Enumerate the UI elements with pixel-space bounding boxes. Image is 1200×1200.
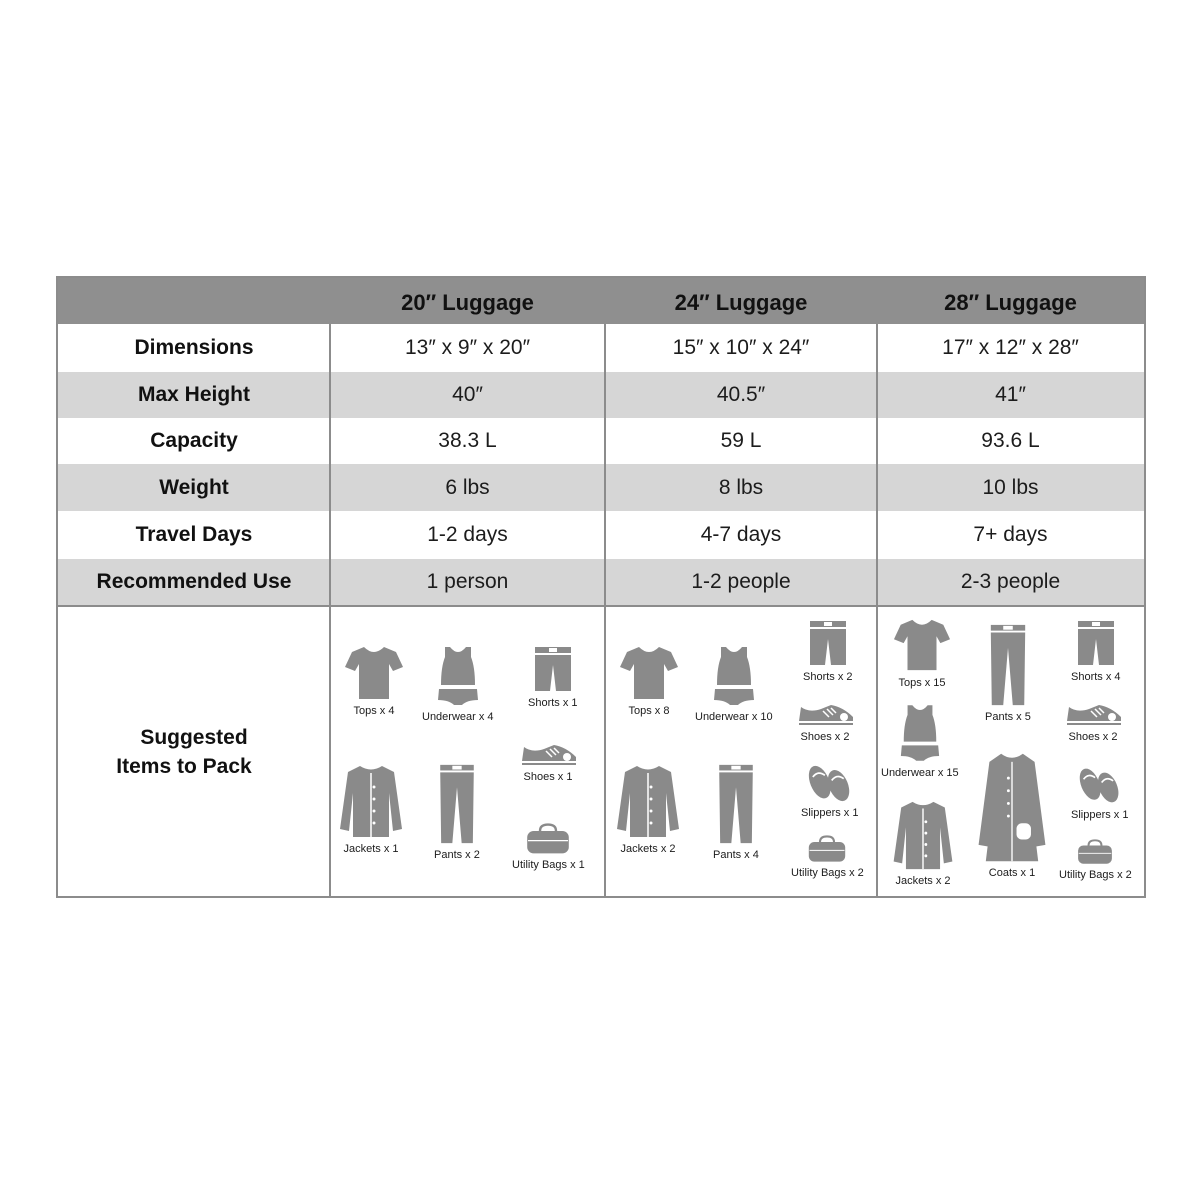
item-jackets <box>615 763 681 855</box>
value-28: 17″ x 12″ x 28″ <box>942 336 1079 359</box>
suggested-label <box>58 607 330 896</box>
suggested-label-line2: Items to Pack <box>116 754 252 778</box>
items-28 <box>877 607 1144 896</box>
luggage-comparison-table <box>56 276 1146 898</box>
utility-bag-icon <box>1072 839 1118 865</box>
suggested-label-line1: Suggested <box>140 725 248 749</box>
item-shoes <box>1063 701 1123 743</box>
item-label: Utility Bags x 2 <box>791 867 864 879</box>
item-slippers <box>1071 765 1128 821</box>
item-tops <box>619 645 679 717</box>
item-label: Underwear x 10 <box>695 711 773 723</box>
row-label: Max Height <box>137 383 250 406</box>
item-shoes <box>518 741 578 783</box>
item-label: Jackets x 1 <box>343 843 399 855</box>
underwear-icon <box>435 645 481 707</box>
value-20: 1-2 days <box>427 523 508 546</box>
row-label: Travel Days <box>135 523 253 546</box>
item-label: Utility Bags x 2 <box>1059 869 1132 881</box>
value-24: 15″ x 10″ x 24″ <box>672 336 810 359</box>
item-underwear <box>881 703 959 779</box>
sneaker-icon <box>518 741 578 767</box>
utility-bag-icon <box>803 835 851 863</box>
item-tops <box>893 617 951 689</box>
items-20 <box>330 607 605 896</box>
value-28: 7+ days <box>973 523 1048 546</box>
item-label: Shorts x 4 <box>1071 671 1121 683</box>
row-label: Dimensions <box>134 336 254 359</box>
row-label: Capacity <box>150 429 238 452</box>
item-utility-bags <box>512 823 585 871</box>
item-label: Tops x 8 <box>628 705 670 717</box>
item-label: Shoes x 2 <box>1068 731 1118 743</box>
item-utility-bags <box>791 835 864 879</box>
item-label: Jackets x 2 <box>620 843 676 855</box>
tshirt-icon <box>619 645 679 701</box>
slippers-icon <box>1077 765 1123 805</box>
jacket-icon <box>615 763 681 839</box>
sneaker-icon <box>1063 701 1123 727</box>
row-label: Recommended Use <box>96 570 292 593</box>
row-travel-days <box>58 511 1144 559</box>
header-row <box>58 278 1144 324</box>
row-suggested-items <box>58 605 1144 896</box>
item-pants <box>434 763 480 861</box>
item-label: Jackets x 2 <box>895 875 951 887</box>
value-20: 6 lbs <box>445 475 490 499</box>
value-20: 40″ <box>452 383 483 406</box>
item-label: Shoes x 1 <box>523 771 573 783</box>
item-jackets <box>338 763 404 855</box>
row-max-height <box>58 372 1144 418</box>
item-tops <box>344 645 404 717</box>
item-pants <box>985 623 1031 723</box>
value-28: 2-3 people <box>960 570 1061 593</box>
item-label: Slippers x 1 <box>801 807 859 819</box>
value-24: 8 lbs <box>718 475 764 499</box>
item-underwear <box>695 645 773 723</box>
column-divider <box>876 324 878 896</box>
value-28: 41″ <box>995 383 1026 406</box>
shorts-icon <box>1076 619 1116 667</box>
item-underwear <box>422 645 494 723</box>
pants-icon <box>988 623 1028 707</box>
value-20: 13″ x 9″ x 20″ <box>404 336 531 359</box>
pants-icon <box>437 763 477 845</box>
value-24: 1-2 people <box>691 570 791 593</box>
item-label: Pants x 2 <box>434 849 480 861</box>
row-weight <box>58 464 1144 511</box>
sneaker-icon <box>795 701 855 727</box>
utility-bag-icon <box>520 823 576 855</box>
item-label: Utility Bags x 1 <box>512 859 585 871</box>
item-jackets <box>891 799 955 887</box>
slippers-icon <box>806 763 854 803</box>
underwear-icon <box>711 645 757 707</box>
row-dimensions <box>58 324 1144 372</box>
jacket-icon <box>891 799 955 871</box>
shorts-icon <box>533 645 573 693</box>
item-utility-bags <box>1059 839 1132 881</box>
tshirt-icon <box>344 645 404 701</box>
item-label: Shoes x 2 <box>800 731 850 743</box>
row-recommended-use <box>58 559 1144 605</box>
pants-icon <box>716 763 756 845</box>
tshirt-icon <box>893 617 951 673</box>
header-24-luggage: 24″ Luggage <box>674 290 808 315</box>
header-20-luggage: 20″ Luggage <box>401 290 534 315</box>
underwear-icon <box>898 703 942 763</box>
item-label: Underwear x 15 <box>881 767 959 779</box>
item-shorts <box>1071 619 1121 683</box>
value-20: 1 person <box>426 570 509 593</box>
item-label: Tops x 4 <box>353 705 395 717</box>
value-28: 93.6 L <box>981 429 1040 452</box>
items-24 <box>605 607 877 896</box>
item-label: Tops x 15 <box>898 677 946 689</box>
item-coats <box>973 751 1051 879</box>
item-pants <box>713 763 759 861</box>
value-28: 10 lbs <box>982 475 1039 499</box>
shorts-icon <box>808 619 848 667</box>
row-capacity <box>58 418 1144 464</box>
item-shorts <box>528 645 578 709</box>
header-28-luggage: 28″ Luggage <box>944 290 1077 315</box>
item-label: Underwear x 4 <box>422 711 494 723</box>
item-label: Coats x 1 <box>988 867 1036 879</box>
value-24: 40.5″ <box>716 383 766 406</box>
value-20: 38.3 L <box>438 429 497 452</box>
item-shoes <box>795 701 855 743</box>
item-label: Pants x 4 <box>713 849 759 861</box>
value-24: 59 L <box>720 429 762 452</box>
item-label: Shorts x 2 <box>803 671 853 683</box>
value-24: 4-7 days <box>700 523 782 546</box>
item-label: Slippers x 1 <box>1071 809 1129 821</box>
item-label: Shorts x 1 <box>528 697 578 709</box>
coat-icon <box>973 751 1051 863</box>
header-empty <box>58 278 330 324</box>
column-divider <box>604 324 606 896</box>
item-shorts <box>803 619 853 683</box>
row-label: Weight <box>159 475 229 499</box>
jacket-icon <box>338 763 404 839</box>
column-divider <box>329 324 331 896</box>
item-label: Pants x 5 <box>985 711 1031 723</box>
item-slippers <box>801 763 858 819</box>
